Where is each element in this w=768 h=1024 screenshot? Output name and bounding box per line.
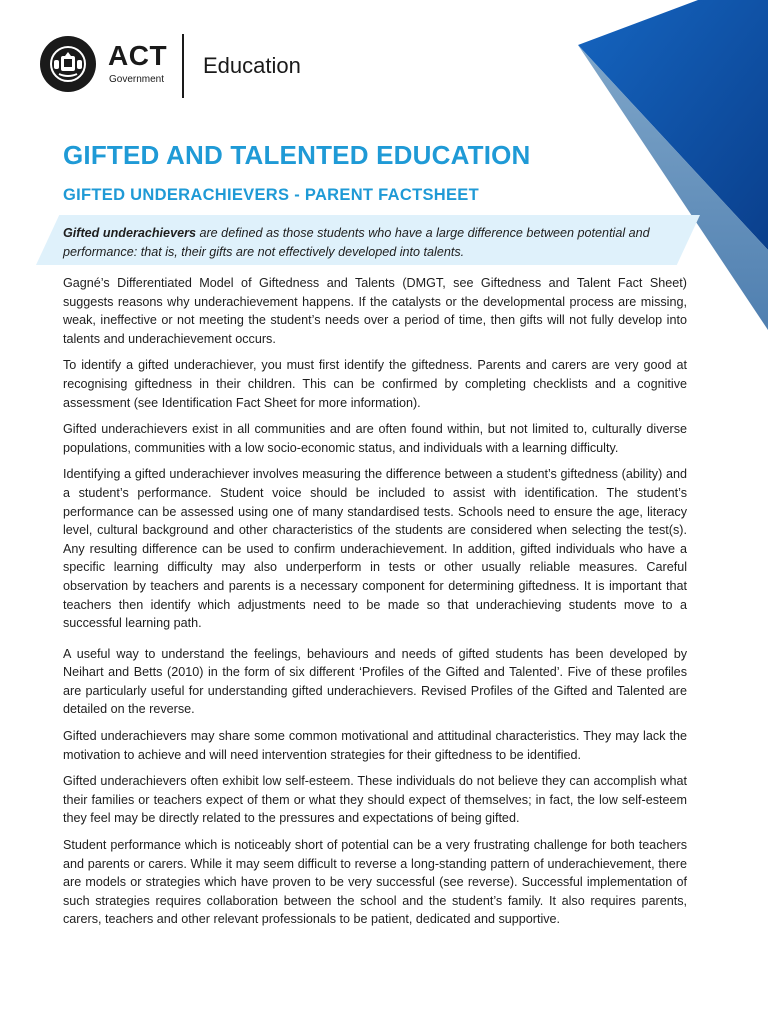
intro-definition bbox=[63, 224, 675, 262]
paragraph: Student performance which is noticeably short of potential can be a very frustrating challenge for both teachers and parents or carers. While it may seem difficult to reverse a long-standing pattern of underachievement, there are models or strategies which have proven to be very successful (see reverse). Successful implementation of such strategies requires collaboration between the school and the student’s family. It also requires parents, carers, teachers and other relevant professionals to be patient, dedicated and supportive. bbox=[63, 838, 687, 927]
paragraph: Gifted underachievers often exhibit low self-esteem. These individuals do not believe they can accomplish what their families or teachers expect of them or what they should expect of themselves; in fact, the low self-esteem they feel may be directly related to the pressures and expectations of being gifted. bbox=[63, 774, 687, 826]
act-crest-icon bbox=[40, 36, 96, 92]
page-title: GIFTED AND TALENTED EDUCATION bbox=[63, 140, 531, 170]
paragraph: Gifted underachievers may share some common motivational and attitudinal characteristics. They may lack the motivation to achieve and will need intervention strategies for their giftedness to be identified. bbox=[63, 729, 687, 762]
page-subtitle: GIFTED UNDERACHIEVERS - PARENT FACTSHEET bbox=[63, 186, 479, 204]
body-text bbox=[63, 274, 687, 937]
logo-act: ACT bbox=[108, 40, 168, 71]
paragraph: Gagné’s Differentiated Model of Giftedness and Talents (DMGT, see Giftedness and Talent Fact Sheet) suggests reasons why underachievement happens. If the catalysts or the developmental process are missing, weak, ineffective or not meeting the student’s needs over a period of time, then gifts will not fully develop into talents and underachievement occurs. bbox=[63, 276, 687, 346]
department-name: Education bbox=[203, 53, 301, 78]
paragraph: Identifying a gifted underachiever involves measuring the difference between a student’s giftedness (ability) and a student’s performance. Student voice should be included to assist with identification. The student’s performance can be assessed using one of many standardised tests. Schools need to ensure the age, literacy level, cultural background and other characteristics of the students are considered when selecting the test(s). Any resulting difference can be used to confirm underachievement. In addition, gifted individuals who have a specific learning difficulty may also underperform in tests or other usually reliable measures. Careful observation by teachers and parents is a necessary component for determining giftedness. It is important that teachers then identify which adjustments need to be made so that underachieving students move to a successful learning path. bbox=[63, 467, 687, 631]
paragraph: A useful way to understand the feelings, behaviours and needs of gifted students has been developed by Neihart and Betts (2010) in the form of six different ‘Profiles of the Gifted and Talented’. Five of these profiles are particularly useful for understanding gifted underachievers. Revised Profiles of the Gifted and Talented are detailed on the reverse. bbox=[63, 646, 687, 717]
paragraph: Gifted underachievers exist in all communities and are often found within, but not limited to, culturally diverse populations, communities with a low socio-economic status, and individuals with a learning difficulty. bbox=[63, 422, 687, 455]
logo-government: Government bbox=[109, 74, 165, 85]
intro-definition-text: are defined as those students who have a large difference between potential and performance: that is, their gifts are not effectively developed into talents. bbox=[63, 226, 650, 259]
paragraph: To identify a gifted underachiever, you must first identify the giftedness. Parents and carers are very good at recognising giftedness in their children. This can be confirmed by completing checklists and a cognitive assessment (see Identification Fact Sheet for more information). bbox=[63, 358, 687, 410]
header-divider bbox=[182, 34, 184, 98]
intro-term: Gifted underachievers bbox=[63, 226, 196, 240]
